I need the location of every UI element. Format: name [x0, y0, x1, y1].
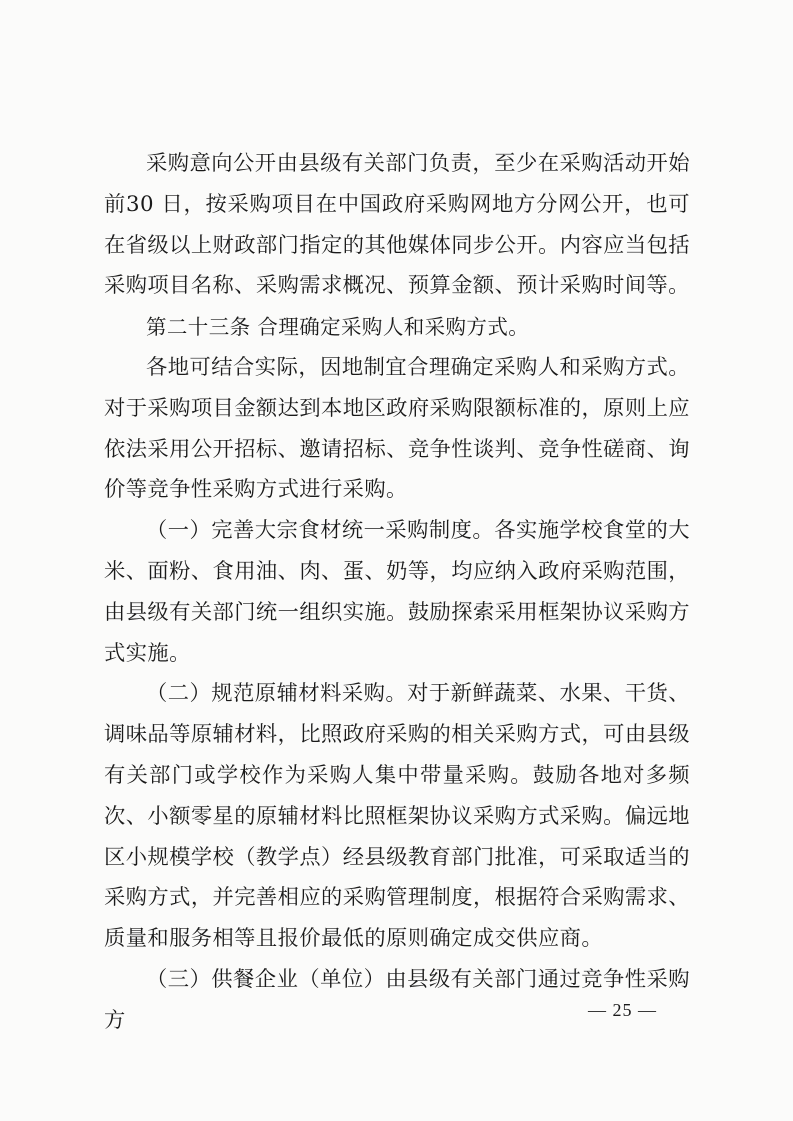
paragraph-auxiliary-materials-procurement: （二）规范原辅材料采购。对于新鲜蔬菜、水果、干货、调味品等原辅材料，比照政府采购的相关采购方式，可由县级有关部门或学校作为采购人集中带量采购。鼓励各地对多频次、小额零星的原辅材料比照框架协议采购方式采购。偏远地区小规模学校（教学点）经县级教育部门批准，可采取适当的采购方式，并完善相应的采购管理制度，根据符合采购需求、质量和服务相等且报价最低的原则确定成交供应商。 [104, 681, 690, 952]
document-body [104, 144, 690, 1042]
paragraph-procurement-methods: 各地可结合实际，因地制宜合理确定采购人和采购方式。对于采购项目金额达到本地区政府采购限额标准的，原则上应依法采用公开招标、邀请招标、竞争性谈判、竞争性磋商、询价等竞争性采购方式进行采购。 [104, 354, 690, 503]
article-23-heading: 第二十三条 合理确定采购人和采购方式。 [146, 315, 530, 340]
paragraph-catering-suppliers: （三）供餐企业（单位）由县级有关部门通过竞争性采购方 [104, 966, 690, 1033]
paragraph-bulk-food-procurement: （一）完善大宗食材统一采购制度。各实施学校食堂的大米、面粉、食用油、肉、蛋、奶等，均应纳入政府采购范围，由县级有关部门统一组织实施。鼓励探索采用框架协议采购方式实施。 [104, 518, 690, 666]
paragraph-procurement-intent-disclosure: 采购意向公开由县级有关部门负责，至少在采购活动开始前30 日，按采购项目在中国政府采购网地方分网公开，也可在省级以上财政部门指定的其他媒体同步公开。内容应当包括采购项目名称、采购需求概况、预算金额、预计采购时间等。 [104, 151, 690, 299]
page-number: — 25 — [588, 1000, 657, 1020]
